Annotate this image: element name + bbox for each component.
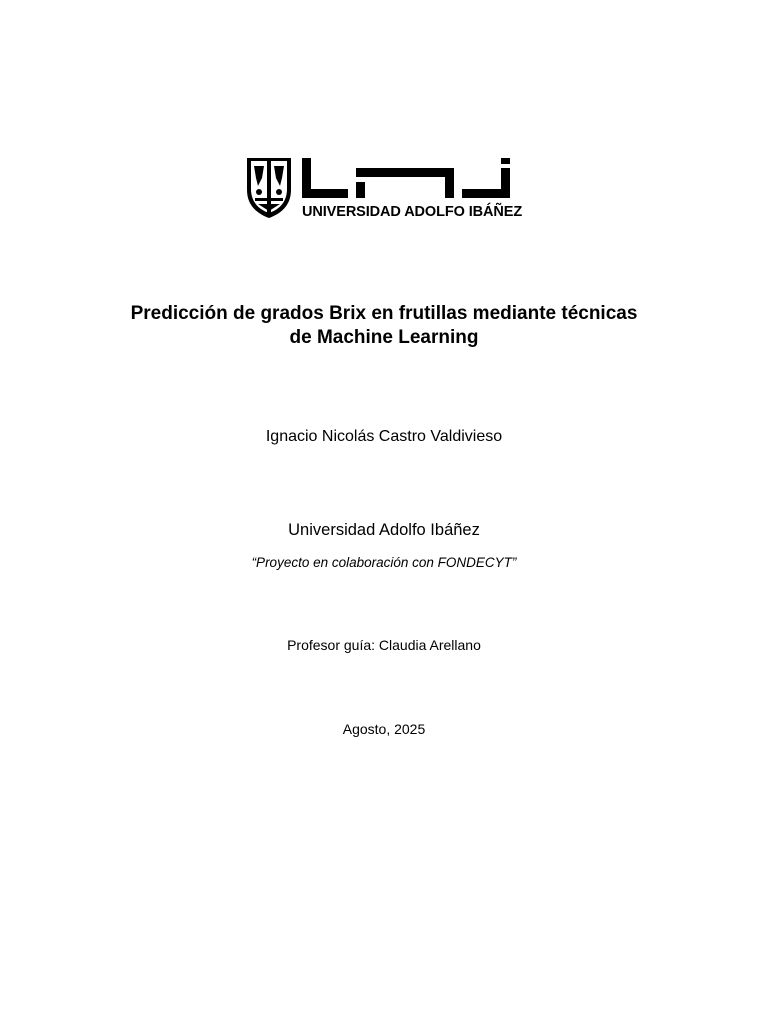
collaboration-note: “Proyecto en colaboración con FONDECYT” (251, 555, 517, 570)
university-name: Universidad Adolfo Ibáñez (288, 521, 480, 539)
advisor-line: Profesor guía: Claudia Arellano (287, 637, 481, 653)
logo-caption: UNIVERSIDAD ADOLFO IBÁÑEZ (302, 204, 523, 220)
thesis-title-line-1: Predicción de grados Brix en frutillas mediante técnicas (130, 303, 638, 324)
thesis-title (84, 302, 684, 350)
university-logo (244, 156, 524, 224)
date-line: Agosto, 2025 (342, 721, 426, 737)
uai-wordmark-icon (302, 158, 522, 198)
thesis-title-line-2: de Machine Learning (289, 327, 479, 348)
author-name: Ignacio Nicolás Castro Valdivieso (265, 428, 503, 445)
university-crest-icon (244, 156, 294, 220)
